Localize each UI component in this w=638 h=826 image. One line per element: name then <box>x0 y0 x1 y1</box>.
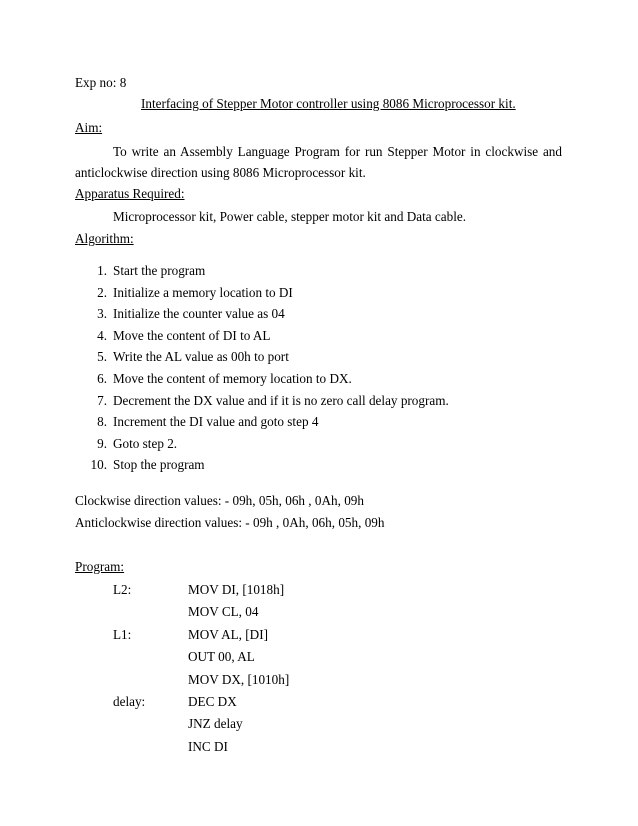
program-line <box>113 582 513 604</box>
apparatus-heading: Apparatus Required: <box>75 186 185 201</box>
program-line <box>113 627 513 649</box>
algorithm-step-text: Decrement the DX value and if it is no zero call delay program. <box>113 392 449 408</box>
anticlockwise-values: Anticlockwise direction values: - 09h , 0Ah, 06h, 05h, 09h <box>75 515 385 530</box>
algorithm-heading: Algorithm: <box>75 231 134 246</box>
algorithm-step-number: 10. <box>90 457 107 473</box>
algorithm-step-text: Initialize a memory location to DI <box>113 284 293 300</box>
program-instruction: JNZ delay <box>188 716 243 732</box>
algorithm-step-number: 4. <box>97 327 107 343</box>
program-label: L1: <box>113 626 132 642</box>
algorithm-step-text: Start the program <box>113 263 206 278</box>
program-line <box>113 739 513 761</box>
clockwise-values: Clockwise direction values: - 09h, 05h, 06h , 0Ah, 09h <box>75 493 364 508</box>
program-instruction: OUT 00, AL <box>188 649 255 665</box>
program-line <box>113 604 513 626</box>
program-line <box>113 716 513 738</box>
algorithm-step-text: Goto step 2. <box>113 435 178 451</box>
program-label: delay: <box>113 693 146 709</box>
algorithm-step-number: 7. <box>97 392 107 408</box>
algorithm-step-text: Write the AL value as 00h to port <box>113 349 289 365</box>
aim-heading: Aim: <box>75 120 103 135</box>
algorithm-step-text: Move the content of DI to AL <box>113 327 271 343</box>
algorithm-step-number: 1. <box>97 263 107 278</box>
algorithm-step-number: 6. <box>97 370 107 386</box>
program-line <box>113 649 513 671</box>
program-instruction: INC DI <box>188 738 228 754</box>
program-label: L2: <box>113 582 132 597</box>
program-instruction: DEC DX <box>188 693 237 709</box>
algorithm-step-number: 2. <box>97 284 107 300</box>
aim-text-line-1: To write an Assembly Language Program for run Stepper Motor in clockwise and <box>113 144 562 159</box>
program-line <box>113 672 513 694</box>
apparatus-text: Microprocessor kit, Power cable, stepper motor kit and Data cable. <box>113 209 467 224</box>
algorithm-step-text: Initialize the counter value as 04 <box>113 306 285 322</box>
algorithm-step-text: Move the content of memory location to DX. <box>113 370 352 386</box>
program-code-listing <box>113 582 513 761</box>
program-heading: Program: <box>75 559 125 574</box>
program-line <box>113 694 513 716</box>
algorithm-step-text: Stop the program <box>113 457 205 473</box>
program-instruction: MOV CL, 04 <box>188 604 259 620</box>
experiment-number: Exp no: 8 <box>75 75 127 90</box>
program-instruction: MOV AL, [DI] <box>188 626 268 642</box>
program-instruction: MOV DX, [1010h] <box>188 671 290 687</box>
aim-text-line-2: anticlockwise direction using 8086 Microprocessor kit. <box>75 165 366 180</box>
algorithm-step-number: 8. <box>97 414 107 430</box>
program-instruction: MOV DI, [1018h] <box>188 582 285 597</box>
algorithm-step-number: 3. <box>97 306 107 322</box>
document-title: Interfacing of Stepper Motor controller using 8086 Microprocessor kit. <box>141 96 516 111</box>
algorithm-step-number: 5. <box>97 349 107 365</box>
algorithm-step-number: 9. <box>97 435 107 451</box>
algorithm-step-text: Increment the DI value and goto step 4 <box>113 414 319 430</box>
